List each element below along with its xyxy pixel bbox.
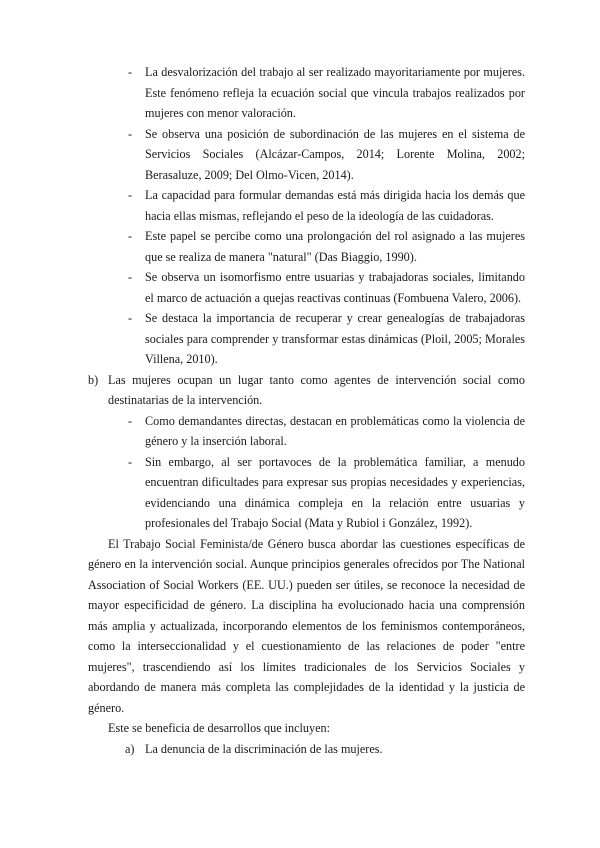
list-item bbox=[128, 308, 525, 370]
letter-marker: a) bbox=[125, 741, 135, 756]
list-item-text: Se observa un isomorfismo entre usuarias y trabajadoras sociales, limitando el marco de actuación a quejas reactivas continuas (Fombuena Valero, 2006). bbox=[145, 270, 525, 305]
dash-marker: - bbox=[128, 65, 133, 79]
dash-marker: - bbox=[128, 413, 133, 428]
list-item-text: Este papel se percibe como una prolongación del rol asignado a las mujeres que se realiza de manera "natural" (Das Biaggio, 1990). bbox=[145, 229, 525, 264]
list-item bbox=[128, 452, 525, 534]
dash-marker: - bbox=[128, 229, 133, 243]
dash-marker: - bbox=[128, 126, 133, 141]
list-item-text: La capacidad para formular demandas está más dirigida hacia los demás que hacia ellas mismas, reflejando el peso de la ideología de las cuidadoras. bbox=[145, 188, 525, 223]
dash-marker: - bbox=[128, 188, 133, 202]
list-item bbox=[128, 124, 525, 186]
dash-marker: - bbox=[128, 311, 133, 325]
list-item-text: La denuncia de la discriminación de las mujeres. bbox=[145, 741, 383, 756]
list-item bbox=[128, 62, 525, 124]
list-item-text: Sin embargo, al ser portavoces de la problemática familiar, a menudo encuentran dificultades para expresar sus propias necesidades y experiencias, evidenciando una dinámica compleja en la relación entre usuarias y profesionales del Trabajo Social (Mata y Rubiol i González, 1992). bbox=[145, 454, 525, 530]
letter-marker: b) bbox=[88, 372, 99, 387]
list-item-text: La desvalorización del trabajo al ser realizado mayoritariamente por mujeres. Este fenómeno refleja la ecuación social que vincula trabajos realizados por mujeres con menor valoración. bbox=[145, 65, 525, 120]
list-item-b bbox=[88, 370, 525, 411]
dash-marker: - bbox=[128, 270, 133, 284]
list-item-text: Se destaca la importancia de recuperar y crear genealogías de trabajadoras sociales para comprender y transformar estas dinámicas (Ploil, 2005; Morales Villena, 2010). bbox=[145, 311, 525, 366]
list-item-a bbox=[125, 739, 525, 760]
dash-marker: - bbox=[128, 454, 133, 469]
document-page bbox=[0, 62, 600, 759]
list-item bbox=[128, 411, 525, 452]
body-paragraph: El Trabajo Social Feminista/de Género busca abordar las cuestiones específicas de género en la intervención social. Aunque principios generales ofrecidos por The National Association of Social Workers (EE. UU.) pueden ser útiles, se reconoce la necesidad de mayor especificidad de género. La disciplina ha evolucionado hacia una comprensión más amplia y actualizada, incorporando elementos de los feminismos contemporáneos, como la interseccionalidad y el cuestionamiento de las relaciones de poder "entre mujeres", trascendiendo así los límites tradicionales de los Servicios Sociales y abordando de manera más completa las complejidades de la identidad y la justicia de género. bbox=[88, 536, 525, 715]
list-item-text: Las mujeres ocupan un lugar tanto como agentes de intervención social como destinatarias de la intervención. bbox=[108, 372, 525, 407]
list-item bbox=[128, 267, 525, 308]
list-item-text: Se observa una posición de subordinación de las mujeres en el sistema de Servicios Sociales (Alcázar-Campos, 2014; Lorente Molina, 2002; Berasaluze, 2009; Del Olmo-Vicen, 2014). bbox=[145, 126, 525, 182]
list-item-text: Como demandantes directas, destacan en problemáticas como la violencia de género y la inserción laboral. bbox=[145, 413, 525, 448]
body-paragraph: Este se beneficia de desarrollos que incluyen: bbox=[108, 721, 330, 735]
list-item bbox=[128, 185, 525, 226]
list-item bbox=[128, 226, 525, 267]
